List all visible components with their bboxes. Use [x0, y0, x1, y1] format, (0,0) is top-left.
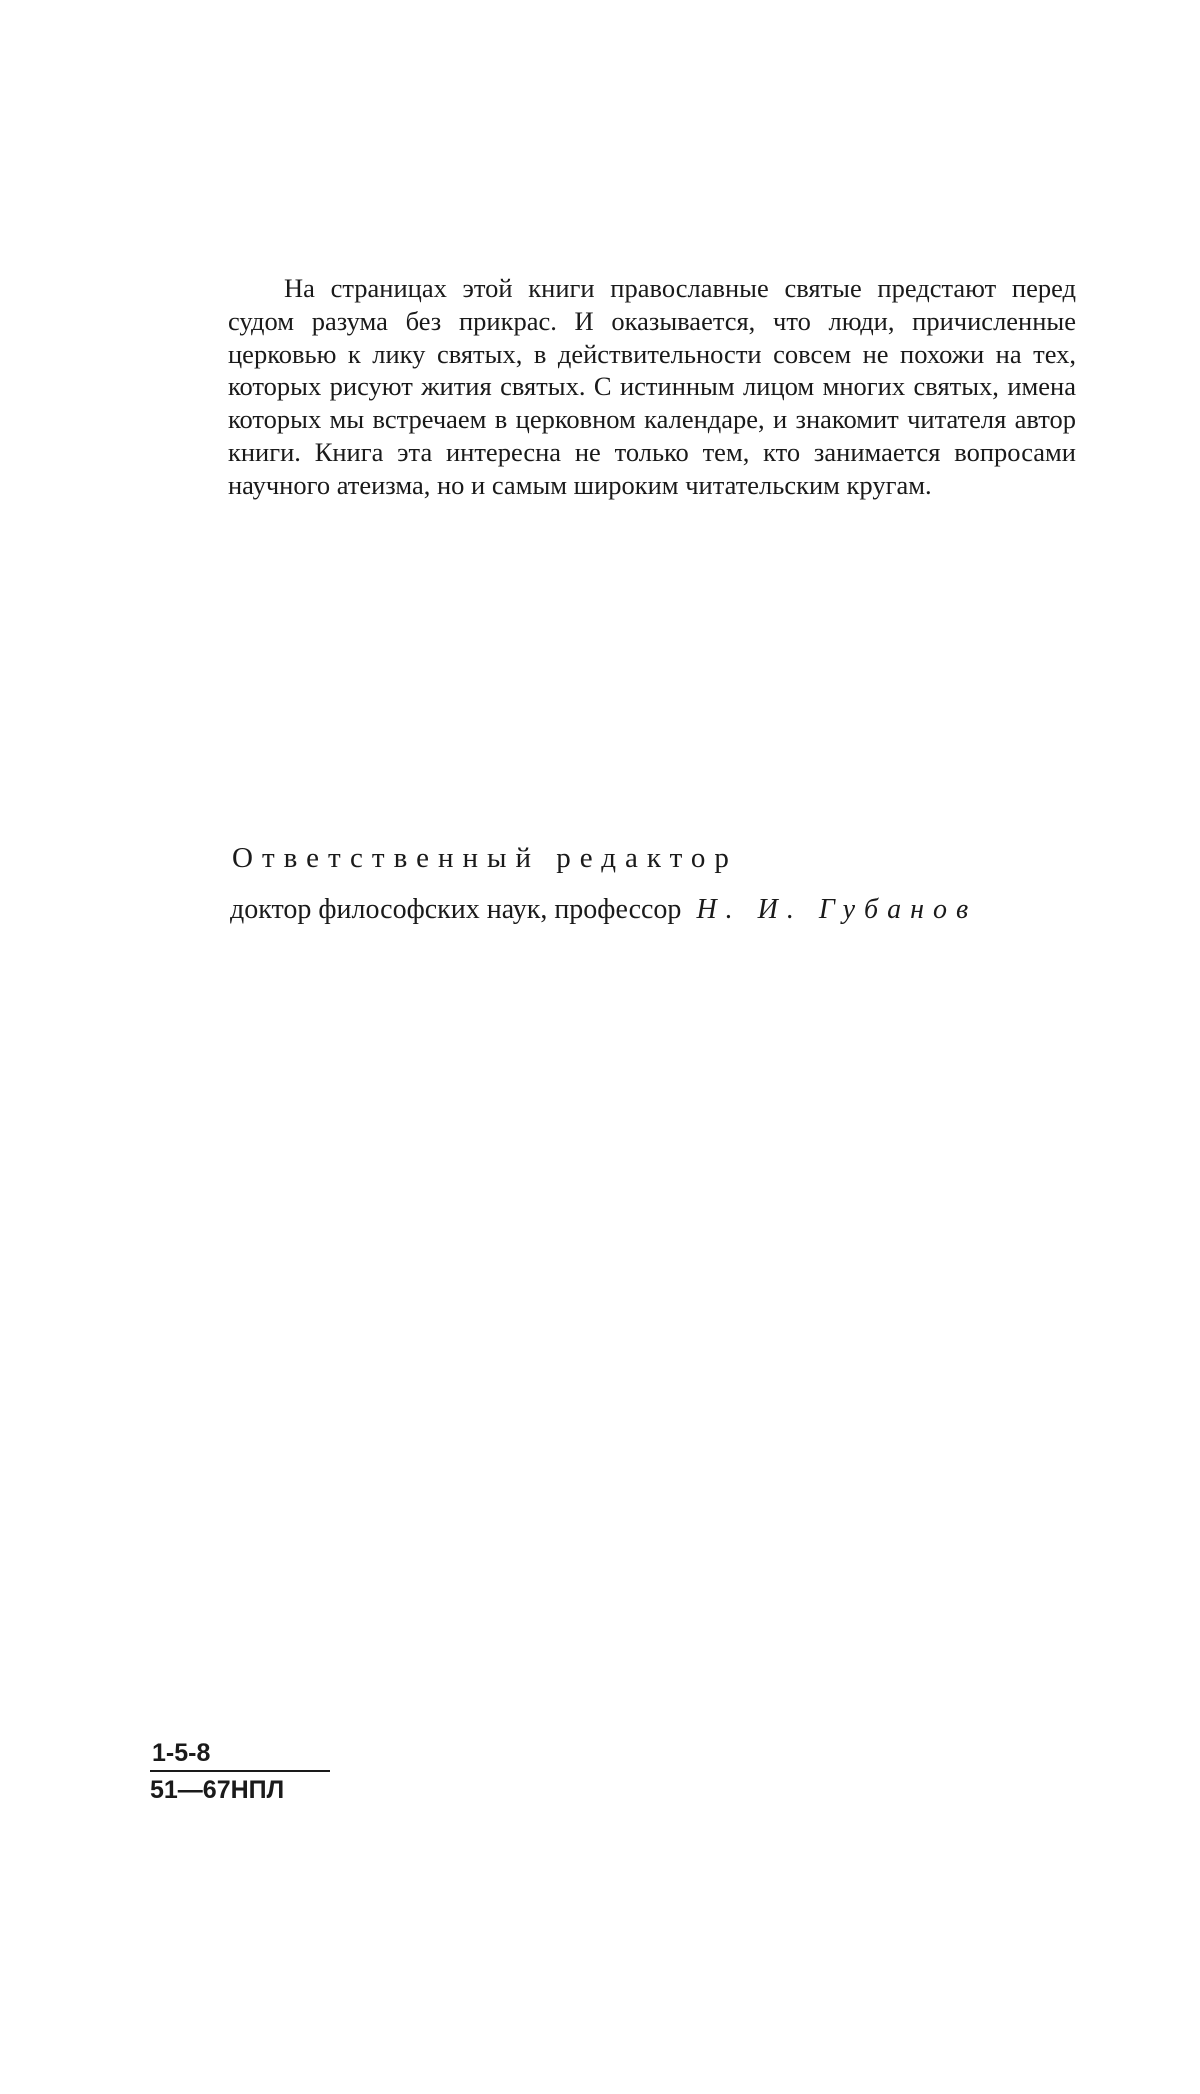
editor-line	[230, 894, 977, 926]
annotation-block	[228, 272, 1076, 502]
annotation-text: На страницах этой книги православные святые предстают перед судом разума без прикрас. И оказывается, что люди, причисленные церковью к лику святых, в действительности совсем не похожи на тех, которых рисуют жития святых. С истинным лицом многих святых, имена которых мы встречаем в церковном календаре, и знакомит читателя автор книги. Книга эта интересна не только тем, кто занимается вопросами научного атеизма, но и самым широким читательским кругам.	[228, 273, 1076, 500]
catalog-code-numerator: 1-5-8	[152, 1739, 211, 1767]
editor-credentials: доктор философских наук, профессор	[230, 894, 682, 925]
catalog-code-divider	[150, 1770, 330, 1772]
editor-name: Н. И. Губанов	[696, 894, 978, 925]
catalog-code-denominator: 51—67НПЛ	[150, 1776, 285, 1804]
editor-heading: Ответственный редактор	[232, 842, 738, 874]
catalog-code	[150, 1738, 330, 1805]
